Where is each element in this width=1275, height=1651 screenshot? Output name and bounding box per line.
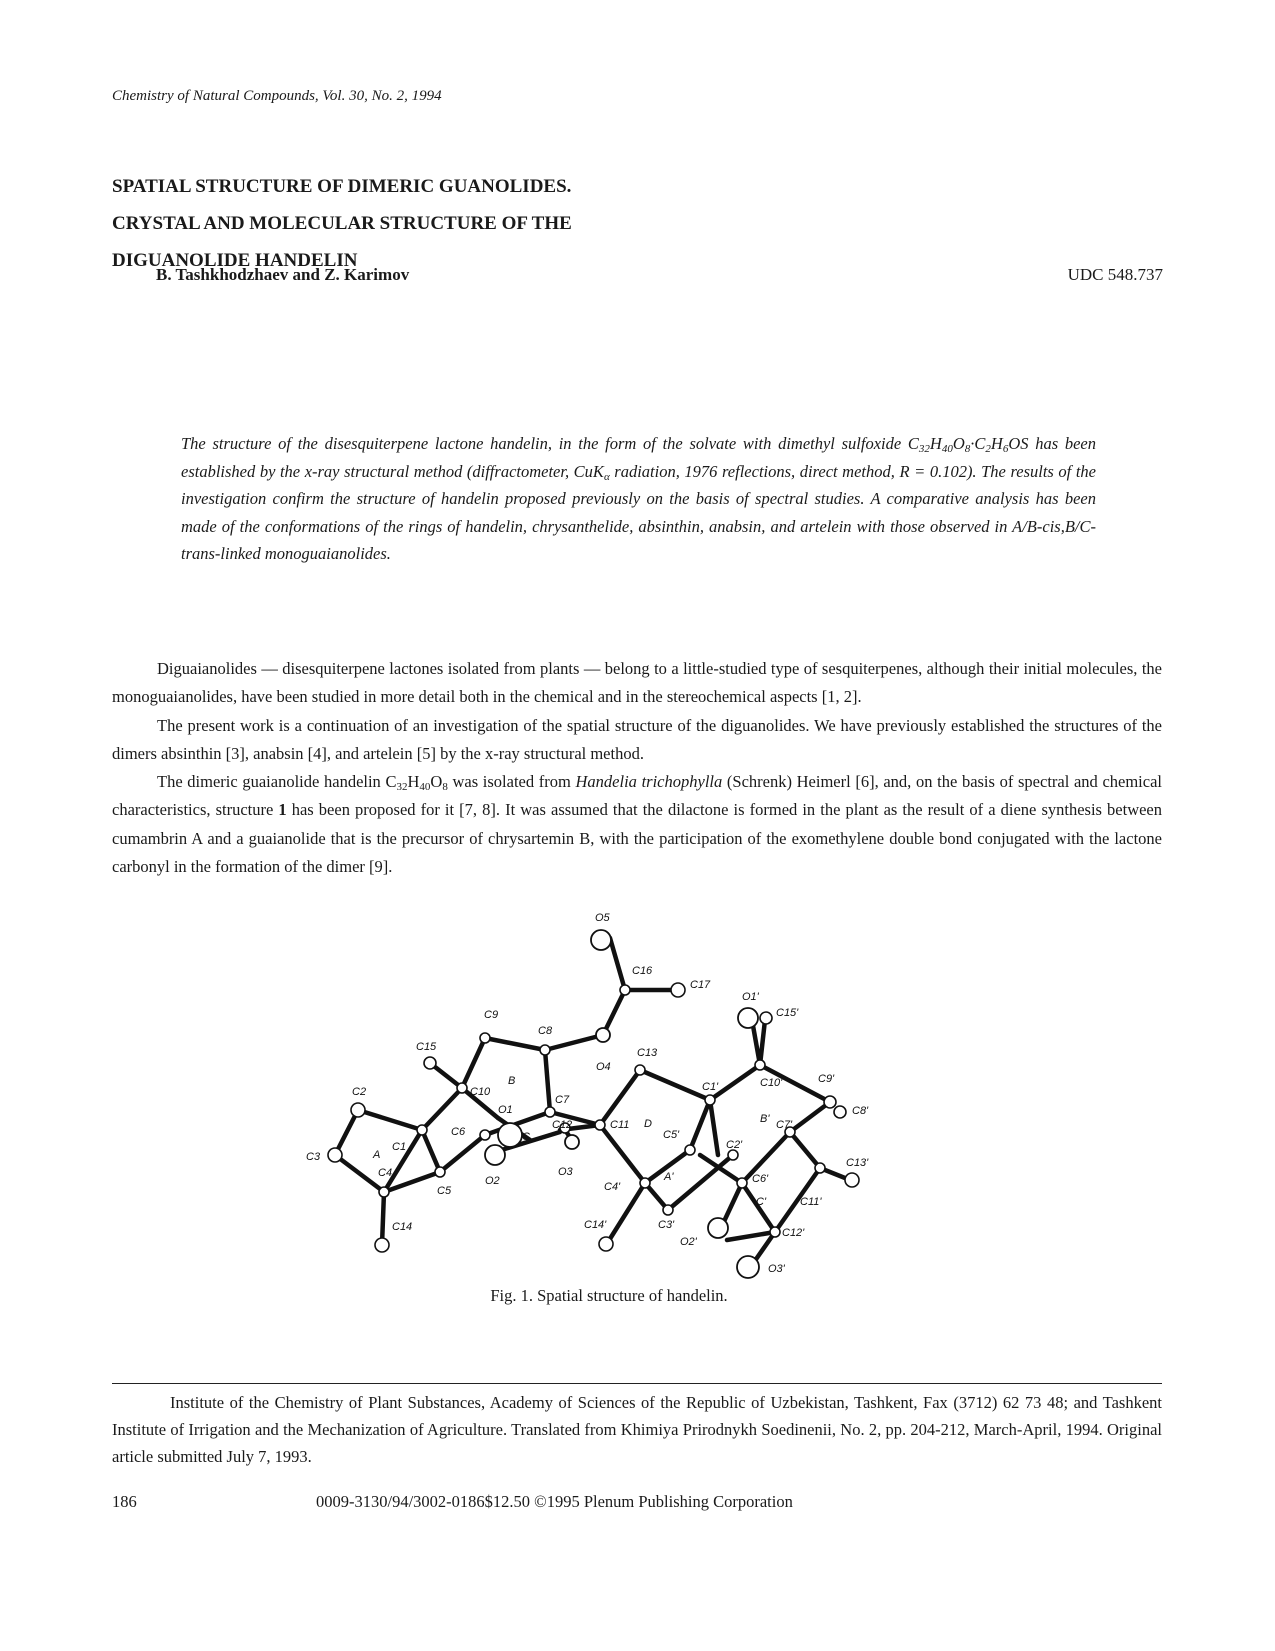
label-c9: C9 [484, 1009, 499, 1021]
footnote-divider [112, 1383, 1162, 1384]
atom-o2p [708, 1218, 728, 1238]
label-c9p: C9' [818, 1073, 835, 1085]
label-c2p: C2' [726, 1139, 743, 1151]
abstract-text-1: The structure of the disesquiterpene lactone handelin, in the form of the solvate with dimethyl sulfoxide [181, 434, 902, 453]
atom-c10p [755, 1060, 765, 1070]
formula-sub: 40 [419, 781, 431, 794]
para3-text: O [430, 772, 443, 792]
authors: B. Tashkhodzhaev and Z. Karimov [156, 265, 410, 284]
paragraph-3 [112, 768, 1162, 881]
formula-sub: 8 [442, 781, 448, 794]
label-c10: C10 [470, 1086, 491, 1098]
structure-number: 1 [278, 800, 287, 820]
body-text [112, 655, 1162, 881]
label-o3p: O3' [768, 1263, 785, 1275]
label-c3: C3 [306, 1151, 321, 1163]
label-o4: O4 [596, 1061, 611, 1073]
label-c15p: C15' [776, 1007, 799, 1019]
title-line-2: CRYSTAL AND MOLECULAR STRUCTURE OF THE [112, 213, 572, 234]
atom-c16 [620, 985, 630, 995]
formula-sub: 32 [918, 443, 930, 455]
atom-o3p [737, 1256, 759, 1278]
atom-c5 [435, 1167, 445, 1177]
para3-text: The dimeric guaianolide handelin C [157, 772, 397, 792]
label-c4: C4 [378, 1167, 393, 1179]
label-ring-cp: C' [756, 1196, 767, 1208]
atom-c1 [417, 1125, 427, 1135]
label-c16: C16 [632, 965, 653, 977]
label-c12p: C12' [782, 1227, 805, 1239]
molecular-structure-figure [300, 905, 920, 1285]
label-c11p: C11' [800, 1196, 822, 1208]
label-ring-ap: A' [664, 1171, 674, 1183]
formula-sub: 2 [985, 443, 991, 455]
atom-c9p [824, 1096, 836, 1108]
atom-c17 [671, 983, 685, 997]
label-o5: O5 [595, 912, 610, 924]
atom-o1p [738, 1008, 758, 1028]
label-c12: C12 [552, 1119, 573, 1131]
alpha-subscript: α [603, 470, 610, 483]
formula-sub: 32 [396, 781, 408, 794]
label-c14p: C14' [584, 1219, 607, 1231]
label-c17: C17 [690, 979, 711, 991]
label-o1p: O1' [742, 991, 759, 1003]
label-c8: C8 [538, 1025, 553, 1037]
page-number: 186 [112, 1492, 137, 1511]
atom-o2 [485, 1145, 505, 1165]
label-c5p: C5' [663, 1129, 680, 1141]
label-c6p: C6' [752, 1173, 769, 1185]
label-ring-b: B [508, 1075, 516, 1087]
label-ring-bp: B' [760, 1113, 770, 1125]
footnote: Institute of the Chemistry of Plant Substances, Academy of Sciences of the Republic of Uzbekistan, Tashkent, Fax (3712) 62 73 48; and Tashkent Institute of Irrigation and the Mechanization of Agriculture. Translated from Khimiya Prirodnykh Soedinenii, No. 2, pp. 204-212, March-April, 1994. Original article submitted July 7, 1993. [112, 1393, 1162, 1466]
bonds [335, 938, 850, 1265]
label-c13p: C13' [846, 1157, 869, 1169]
journal-header: Chemistry of Natural Compounds, Vol. 30, No. 2, 1994 [112, 88, 442, 104]
para3-text: has been proposed for it [7, 8]. It was assumed that the dilactone is formed in the plant as the result of a diene synthesis between cumambrin A and a guaianolide that is the precursor of chrysartemin B, with the participation of the exomethylene double bond conjugated with the lactone carbonyl in the formation of the dimer [9]. [112, 800, 1163, 877]
atom-c8 [540, 1045, 550, 1055]
label-o2: O2 [485, 1175, 500, 1187]
figure-caption: Fig. 1. Spatial structure of handelin. [490, 1286, 728, 1305]
label-c5: C5 [437, 1185, 452, 1197]
title-line-3: DIGUANOLIDE HANDELIN [112, 250, 358, 271]
label-c11: C11 [610, 1119, 630, 1131]
formula-sub: 40 [941, 443, 953, 455]
label-c14: C14 [392, 1221, 413, 1233]
label-c4p: C4' [604, 1181, 621, 1193]
label-c8p: C8' [852, 1105, 869, 1117]
formula-part: H [929, 434, 942, 453]
formula-part: H [990, 434, 1003, 453]
atom-c9 [480, 1033, 490, 1043]
copyright-line: 0009-3130/94/3002-0186$12.50 ©1995 Plenum Publishing Corporation [316, 1492, 793, 1511]
atom-c1p [705, 1095, 715, 1105]
atom-c2 [351, 1103, 365, 1117]
species-name: Handelia trichophylla [575, 772, 723, 792]
atom-c15p [760, 1012, 772, 1024]
label-c3p: C3' [658, 1219, 675, 1231]
abstract [181, 430, 1096, 568]
label-c13: C13 [637, 1047, 658, 1059]
atom-c15 [424, 1057, 436, 1069]
label-c2: C2 [352, 1086, 367, 1098]
formula-sub: 6 [1002, 443, 1009, 455]
atom-o1 [498, 1123, 522, 1147]
title-line-1: SPATIAL STRUCTURE OF DIMERIC GUANOLIDES. [112, 176, 572, 197]
atom-o4 [596, 1028, 610, 1042]
atom-c6p [737, 1178, 747, 1188]
abstract-text-3: radiation, 1976 reflections, direct method, R = 0.102). The results of the investigation confirm the structure of handelin proposed previously on the basis of spectral studies. A comparative analysis has been made of the conformations of the rings of handelin, chrysanthelide, absinthin, anabsin, and artelein with those observed in A/B-cis,B/C-trans-linked monoguaianolides. [181, 461, 1096, 563]
article-title [112, 168, 812, 279]
solvate-formula [908, 434, 1029, 453]
formula-part: O [952, 434, 965, 453]
label-c7p: C7' [776, 1119, 793, 1131]
formula-part: ·C [970, 434, 986, 453]
atom-c11p [815, 1163, 825, 1173]
atom-c6 [480, 1130, 490, 1140]
label-o3: O3 [558, 1166, 573, 1178]
atom-c14 [375, 1238, 389, 1252]
para3-text: (Schrenk) Heimerl [6], and, on the basis of spectral and chemical characteristics, structure [112, 772, 1162, 820]
atom-c12p [770, 1227, 780, 1237]
atom-o3 [565, 1135, 579, 1149]
atom-c14p [599, 1237, 613, 1251]
atom-c2p [728, 1150, 738, 1160]
atom-c10 [457, 1083, 467, 1093]
abstract-text-2: has been established by the x-ray structural method (diffractometer, CuK [181, 434, 1096, 481]
para3-text: H [407, 772, 420, 792]
label-c1: C1 [392, 1141, 407, 1153]
atom-c11 [595, 1120, 605, 1130]
atom-o5 [591, 930, 611, 950]
label-c10p: C10' [760, 1077, 783, 1089]
atom-c13p [845, 1173, 859, 1187]
label-c7: C7 [555, 1094, 570, 1106]
label-o1: O1 [498, 1104, 513, 1116]
formula-part: C [907, 434, 919, 453]
udc-code: UDC 548.737 [1067, 265, 1163, 284]
atom-c5p [685, 1145, 695, 1155]
atom-c3 [328, 1148, 342, 1162]
label-ring-d: D [644, 1118, 652, 1130]
atom-c4p [640, 1178, 650, 1188]
label-ring-c: C [522, 1131, 530, 1143]
label-ring-a: A [373, 1149, 381, 1161]
label-c6: C6 [451, 1126, 466, 1138]
atom-c8p [834, 1106, 846, 1118]
atom-c13 [635, 1065, 645, 1075]
atom-c4 [379, 1187, 389, 1197]
label-c1p: C1' [702, 1081, 719, 1093]
formula-sub: 8 [964, 443, 971, 455]
atom-c3p [663, 1205, 673, 1215]
atom-c7 [545, 1107, 555, 1117]
formula-part: OS [1008, 434, 1029, 453]
label-o2p: O2' [680, 1236, 697, 1248]
paragraph-2: The present work is a continuation of an investigation of the spatial structure of the diguanolides. We have previously established the structures of the dimers absinthin [3], anabsin [4], and artelein [5] by the x-ray structural method. [112, 715, 1162, 763]
para3-text: was isolated from [447, 772, 576, 792]
paragraph-1: Diguaianolides — disesquiterpene lactones isolated from plants — belong to a little-studied type of sesquiterpenes, although their initial molecules, the monoguaianolides, have been studied in more detail both in the chemical and in the stereochemical aspects [1, 2]. [112, 659, 1162, 707]
label-c15: C15 [416, 1041, 437, 1053]
